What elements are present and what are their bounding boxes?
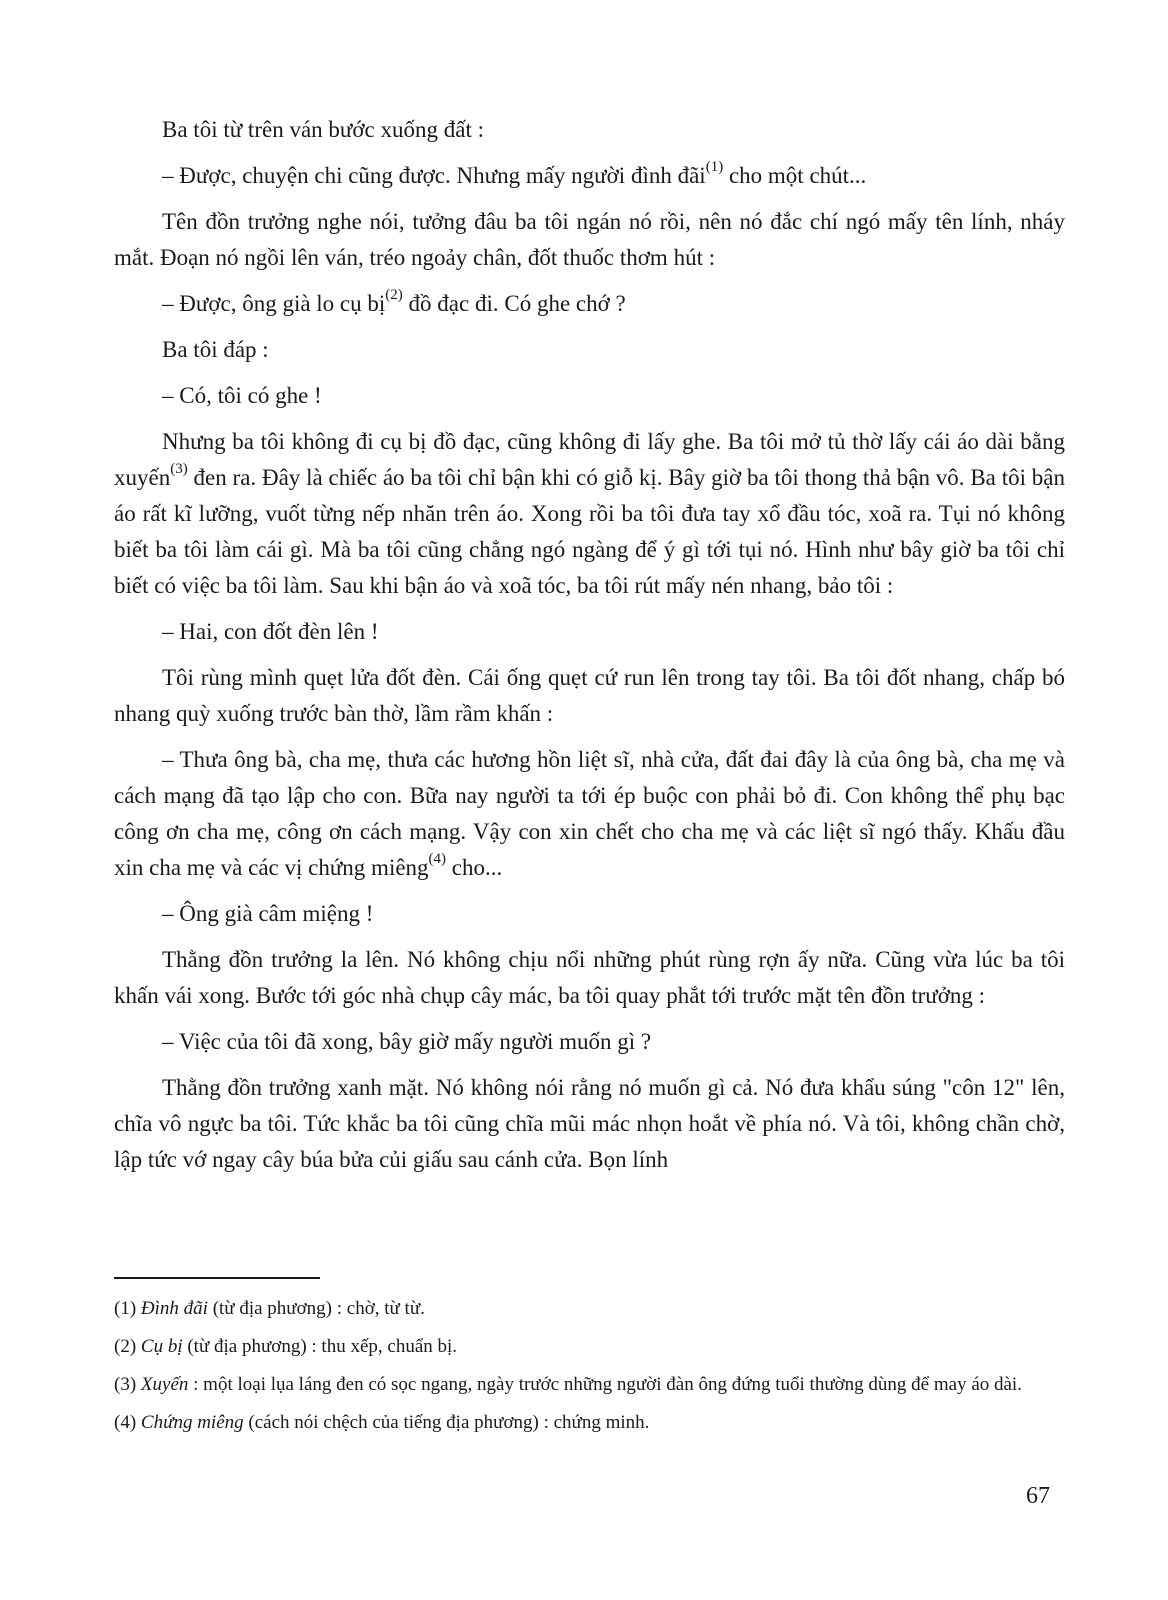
footnote-divider bbox=[114, 1277, 320, 1279]
paragraph-text: – Được, ông già lo cụ bị bbox=[162, 291, 386, 316]
paragraph bbox=[114, 614, 1065, 650]
footnote bbox=[114, 1408, 1065, 1437]
paragraph-text: – Ông già câm miệng ! bbox=[162, 901, 374, 926]
paragraph-text: Ba tôi đáp : bbox=[162, 337, 269, 362]
paragraph bbox=[114, 660, 1065, 732]
paragraph-text: Tôi rùng mình quẹt lửa đốt đèn. Cái ống quẹt cứ run lên trong tay tôi. Ba tôi đốt nhang, chấp bó nhang quỳ xuống trước bàn thờ, lầm rầm khấn : bbox=[114, 665, 1065, 726]
paragraph bbox=[114, 742, 1065, 886]
paragraph bbox=[114, 112, 1065, 148]
footnote-definition: (cách nói chệch của tiếng địa phương) : chứng minh. bbox=[243, 1412, 650, 1433]
page-number: 67 bbox=[1026, 1483, 1050, 1509]
paragraph bbox=[114, 1070, 1065, 1178]
paragraph bbox=[114, 942, 1065, 1014]
paragraph-text: – Hai, con đốt đèn lên ! bbox=[162, 619, 379, 644]
footnote-term: Đình đãi bbox=[140, 1298, 208, 1319]
paragraph-text: Thằng đồn trưởng xanh mặt. Nó không nói rằng nó muốn gì cả. Nó đưa khẩu súng "côn 12" lên, chĩa vô ngực ba tôi. Tức khắc ba tôi cũng chĩa mũi mác nhọn hoắt về phía nó. Và tôi, không chần chờ, lập tức vớ ngay cây búa bửa củi giấu sau cánh cửa. Bọn lính bbox=[114, 1075, 1065, 1172]
paragraph-text: đen ra. Đây là chiếc áo ba tôi chỉ bận khi có giỗ kị. Bây giờ ba tôi thong thả bận vô. Ba tôi bận áo rất kĩ lưỡng, vuốt từng nếp nhăn trên áo. Xong rồi ba tôi đưa tay xổ đầu tóc, xoã ra. Tụi nó không biết ba tôi làm cái gì. Mà ba tôi cũng chẳng ngó ngàng để ý gì tới tụi nó. Hình như bây giờ ba tôi chỉ biết có việc ba tôi làm. Sau khi bận áo và xoã tóc, ba tôi rút mấy nén nhang, bảo tôi : bbox=[114, 465, 1065, 598]
paragraph bbox=[114, 158, 1065, 194]
footnote-marker: (4) bbox=[428, 851, 447, 868]
paragraph-text: – Thưa ông bà, cha mẹ, thưa các hương hồn liệt sĩ, nhà cửa, đất đai đây là của ông bà, cha mẹ và cách mạng đã tạo lập cho con. Bữa nay người ta tới ép buộc con phải bỏ đi. Con không thể phụ bạc công ơn cha mẹ, công ơn cách mạng. Vậy con xin chết cho cha mẹ và các liệt sĩ ngó thấy. Khấu đầu xin cha mẹ và các vị chứng miêng bbox=[114, 747, 1065, 880]
paragraph-text: Tên đồn trưởng nghe nói, tưởng đâu ba tôi ngán nó rồi, nên nó đắc chí ngó mấy tên lính, nháy mắt. Đoạn nó ngồi lên ván, tréo ngoảy chân, đốt thuốc thơm hút : bbox=[114, 209, 1065, 270]
paragraph bbox=[114, 378, 1065, 414]
paragraph bbox=[114, 424, 1065, 604]
paragraph-text: đồ đạc đi. Có ghe chớ ? bbox=[402, 291, 626, 316]
paragraph bbox=[114, 896, 1065, 932]
paragraph-text: – Có, tôi có ghe ! bbox=[162, 383, 322, 408]
footnote-number: (4) bbox=[114, 1412, 137, 1433]
footnote-number: (2) bbox=[114, 1336, 137, 1357]
paragraph-text: Nhưng ba tôi không đi cụ bị đồ đạc, cũng không đi lấy ghe. Ba tôi mở tủ thờ lấy cái áo dài bằng xuyến bbox=[114, 429, 1065, 490]
footnote-term: Chứng miêng bbox=[140, 1412, 244, 1433]
footnotes bbox=[114, 1294, 1065, 1446]
footnote-term: Xuyến bbox=[140, 1374, 189, 1395]
footnote-definition: (từ địa phương) : thu xếp, chuẩn bị. bbox=[182, 1336, 458, 1357]
paragraph bbox=[114, 204, 1065, 276]
footnote-marker: (2) bbox=[385, 287, 403, 304]
footnote-number: (3) bbox=[114, 1374, 137, 1395]
paragraph-text: cho... bbox=[446, 855, 503, 880]
paragraph-text: Thằng đồn trưởng la lên. Nó không chịu nổi những phút rùng rợn ấy nữa. Cũng vừa lúc ba tôi khấn vái xong. Bước tới góc nhà chụp cây mác, ba tôi quay phắt tới trước mặt tên đồn trưởng : bbox=[114, 947, 1065, 1008]
footnote bbox=[114, 1332, 1065, 1361]
footnote bbox=[114, 1294, 1065, 1323]
body-text bbox=[114, 112, 1065, 1188]
footnote-term: Cụ bị bbox=[140, 1336, 183, 1357]
paragraph-text: cho một chút... bbox=[723, 163, 867, 188]
footnote-marker: (1) bbox=[705, 159, 724, 176]
footnote bbox=[114, 1370, 1065, 1399]
footnote-marker: (3) bbox=[170, 461, 188, 478]
paragraph-text: – Việc của tôi đã xong, bây giờ mấy người muốn gì ? bbox=[162, 1029, 652, 1054]
paragraph-text: Ba tôi từ trên ván bước xuống đất : bbox=[162, 117, 484, 142]
paragraph bbox=[114, 1024, 1065, 1060]
footnote-definition: (từ địa phương) : chờ, từ từ. bbox=[207, 1298, 425, 1319]
footnote-number: (1) bbox=[114, 1298, 137, 1319]
paragraph-text: – Được, chuyện chi cũng được. Nhưng mấy người đình đãi bbox=[162, 163, 706, 188]
paragraph bbox=[114, 286, 1065, 322]
footnote-definition: : một loại lụa láng đen có sọc ngang, ngày trước những người đàn ông đứng tuổi thường dùng để may áo dài. bbox=[188, 1374, 1022, 1395]
paragraph bbox=[114, 332, 1065, 368]
